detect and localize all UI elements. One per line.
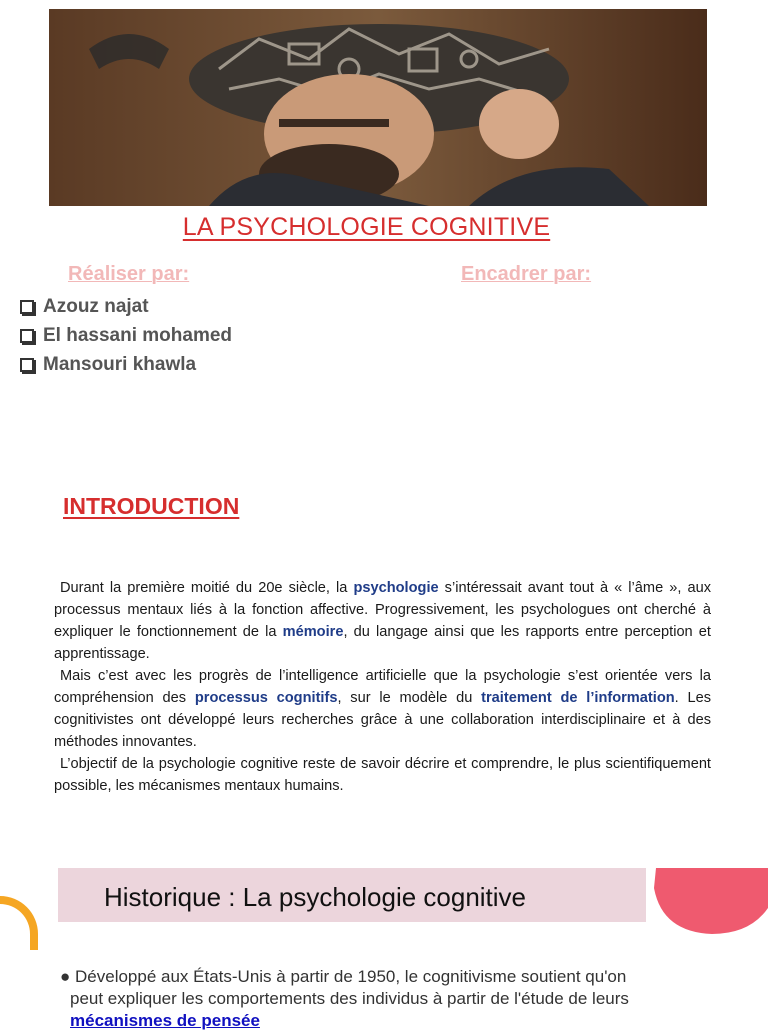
author-list	[20, 292, 232, 379]
author-item	[20, 321, 232, 350]
page-title: LA PSYCHOLOGIE COGNITIVE	[182, 213, 551, 241]
intro-paragraph-1: Durant la première moitié du 20e siècle, la psychologie s’intéressait avant tout à « l’âme », aux processus mentaux liés à la fonction affective. Progressivement, les psychologues ont cherché à expliquer le fonctionnement de la mémoire, du langage ainsi que les rapports entre perception et apprentissage.	[54, 580, 712, 662]
checkbox-icon	[20, 329, 34, 343]
orange-arc-decoration	[0, 888, 50, 958]
introduction-heading: INTRODUCTION	[63, 493, 240, 519]
historique-bullet: ● Développé aux États-Unis à partir de 1950, le cognitivisme soutient qu'on peut expliquer les comportements des individus à partir de l'étude de leurs mécanismes de pensée	[60, 966, 700, 1032]
author-item	[20, 350, 232, 379]
intro-paragraph-2: Mais c’est avec les progrès de l’intelligence artificielle que la psychologie s’est orientée vers la compréhension des processus cognitifs, sur le modèle du traitement de l’information. Les cognitivistes ont développé leurs recherches grâce à une collaboration interdisciplinaire et à des méthodes innovantes.	[54, 668, 712, 750]
supervised-by-label: Encadrer par:	[461, 263, 592, 285]
author-name: Mansouri khawla	[43, 353, 197, 375]
checkbox-icon	[20, 358, 34, 372]
author-item	[20, 292, 232, 321]
keyword-traitement-information: traitement de l’information	[481, 690, 675, 706]
keyword-psychologie: psychologie	[353, 580, 439, 596]
author-name: Azouz najat	[43, 295, 149, 317]
keyword-processus-cognitifs: processus cognitifs	[194, 690, 338, 706]
historique-title: Historique : La psychologie cognitive	[104, 882, 527, 912]
realised-by-label: Réaliser par:	[68, 263, 190, 285]
bullet-dot-icon: ●	[60, 967, 71, 986]
keyword-memoire: mémoire	[282, 624, 344, 640]
author-name: El hassani mohamed	[43, 324, 233, 346]
pink-blob-decoration	[650, 868, 768, 934]
checkbox-icon	[20, 300, 34, 314]
hero-image	[49, 9, 707, 206]
intro-paragraph-3: L’objectif de la psychologie cognitive reste de savoir décrire et comprendre, le plus scientifiquement possible, les mécanismes mentaux humains.	[54, 756, 711, 794]
mecanismes-link[interactable]: mécanismes de pensée	[70, 1011, 260, 1030]
